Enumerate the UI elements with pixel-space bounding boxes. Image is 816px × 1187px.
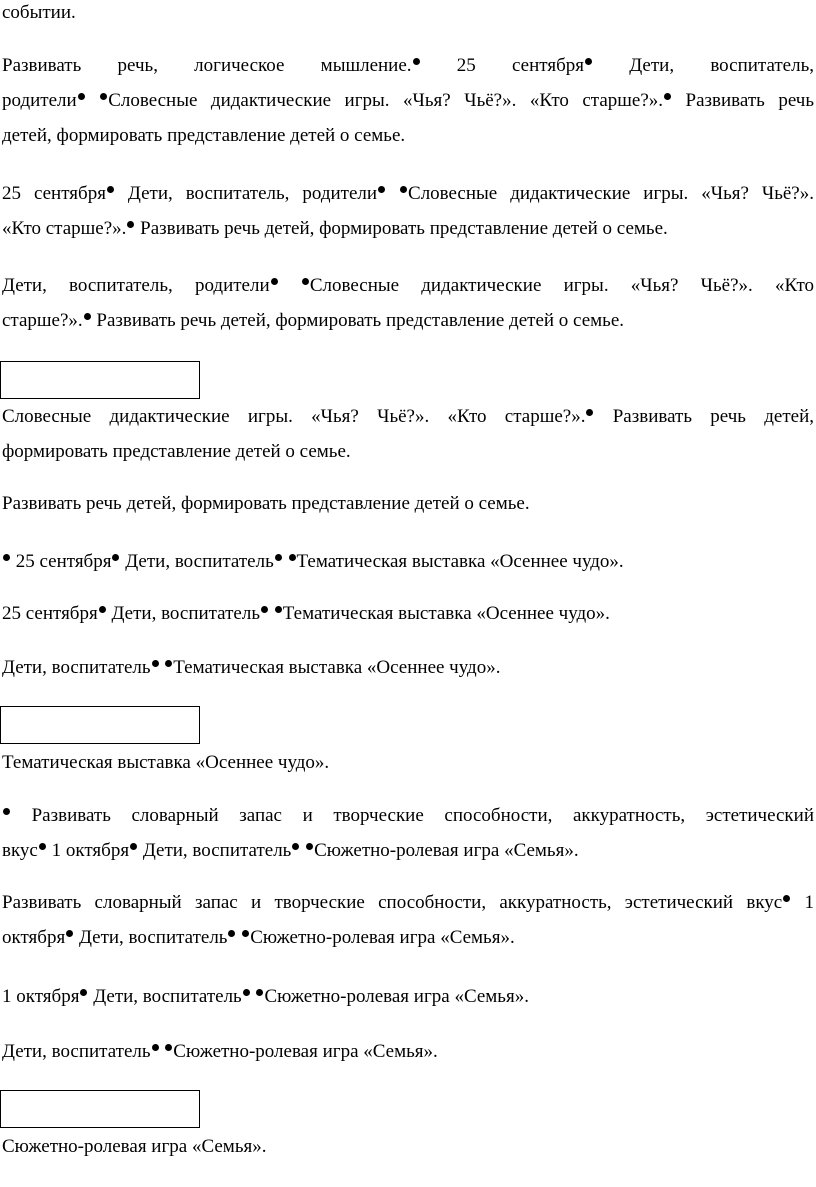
bullet-icon <box>78 93 85 100</box>
bullet-icon <box>80 989 87 996</box>
bullet-icon <box>275 554 282 561</box>
text-line: Развивать речь, логическое мышление. 25 сентября Дети, воспитатель, <box>2 55 815 76</box>
bullet-icon <box>261 606 268 613</box>
text-line: Словесные дидактические игры. «Чья? Чьё?». «Кто старше?». Развивать речь детей, <box>2 406 814 427</box>
bullet-icon <box>99 606 106 613</box>
text-line: событии. <box>2 2 76 23</box>
bullet-icon <box>228 930 235 937</box>
paragraph-1 <box>2 48 814 153</box>
text-line: Дети, воспитатель Сюжетно-ролевая игра «Семья». <box>2 1041 438 1062</box>
bullet-icon <box>271 278 278 285</box>
bullet-icon <box>256 989 263 996</box>
bullet-icon <box>165 660 172 667</box>
bullet-icon <box>165 1044 172 1051</box>
text-line: старше?». Развивать речь детей, формировать представление детей о семье. <box>2 310 625 331</box>
text-line: 25 сентября Дети, воспитатель Тематическая выставка «Осеннее чудо». <box>2 603 610 624</box>
paragraph-3 <box>2 268 814 338</box>
bullet-icon <box>127 221 134 228</box>
bullet-icon <box>413 58 420 65</box>
bullet-icon <box>586 409 593 416</box>
bullet-icon <box>100 93 107 100</box>
paragraph-7 <box>2 596 814 631</box>
bullet-icon <box>107 186 114 193</box>
text-line: формировать представление детей о семье. <box>2 441 351 462</box>
bullet-icon <box>664 93 671 100</box>
paragraph-2 <box>2 176 814 246</box>
bullet-icon <box>378 186 385 193</box>
bullet-icon <box>130 843 137 850</box>
paragraph-4 <box>2 399 814 469</box>
bullet-icon <box>3 808 10 815</box>
bullet-icon <box>400 186 407 193</box>
bullet-icon <box>152 660 159 667</box>
text-line: Дети, воспитатель, родители Словесные дидактические игры. «Чья? Чьё?». «Кто <box>2 275 814 296</box>
bullet-icon <box>243 989 250 996</box>
bullet-icon <box>783 895 790 902</box>
text-line: вкус 1 октября Дети, воспитатель Сюжетно-ролевая игра «Семья». <box>2 840 579 861</box>
bullet-icon <box>289 554 296 561</box>
paragraph-11 <box>2 885 814 955</box>
paragraph-6 <box>2 544 814 579</box>
bullet-icon <box>84 313 91 320</box>
text-line: 25 сентября Дети, воспитатель, родители Словесные дидактические игры. «Чья? Чьё?». <box>2 183 814 204</box>
text-line: 25 сентября Дети, воспитатель Тематическая выставка «Осеннее чудо». <box>2 544 814 579</box>
bullet-icon <box>306 843 313 850</box>
bullet-icon <box>66 930 73 937</box>
paragraph-14 <box>2 1129 814 1164</box>
bullet-icon <box>292 843 299 850</box>
bullet-icon <box>112 554 119 561</box>
paragraph-8 <box>2 650 814 685</box>
paragraph-10 <box>2 798 814 868</box>
text-line: родители Словесные дидактические игры. «Чья? Чьё?». «Кто старше?». Развивать речь <box>2 90 815 111</box>
paragraph-5 <box>2 486 814 521</box>
empty-cell-box <box>0 706 200 744</box>
text-line: 1 октября Дети, воспитатель Сюжетно-ролевая игра «Семья». <box>2 986 529 1007</box>
paragraph-0 <box>2 0 814 30</box>
text-line: детей, формировать представление детей о семье. <box>2 125 406 146</box>
paragraph-9 <box>2 745 814 780</box>
text-line: Тематическая выставка «Осеннее чудо». <box>2 752 330 773</box>
text-line: Дети, воспитатель Тематическая выставка «Осеннее чудо». <box>2 657 501 678</box>
paragraph-13 <box>2 1034 814 1069</box>
text-line: Развивать речь детей, формировать представление детей о семье. <box>2 493 530 514</box>
empty-cell-box <box>0 1090 200 1128</box>
text-line: Развивать словарный запас и творческие способности, аккуратность, эстетический <box>2 798 814 833</box>
paragraph-12 <box>2 979 814 1014</box>
text-line: Развивать словарный запас и творческие способности, аккуратность, эстетический вкус 1 <box>2 892 814 913</box>
bullet-icon <box>242 930 249 937</box>
text-line: «Кто старше?». Развивать речь детей, формировать представление детей о семье. <box>2 218 668 239</box>
text-line: октября Дети, воспитатель Сюжетно-ролевая игра «Семья». <box>2 927 515 948</box>
bullet-icon <box>275 606 282 613</box>
bullet-icon <box>39 843 46 850</box>
bullet-icon <box>585 58 592 65</box>
bullet-icon <box>3 554 10 561</box>
text-line: Сюжетно-ролевая игра «Семья». <box>2 1136 267 1157</box>
empty-cell-box <box>0 361 200 399</box>
bullet-icon <box>302 278 309 285</box>
bullet-icon <box>152 1044 159 1051</box>
